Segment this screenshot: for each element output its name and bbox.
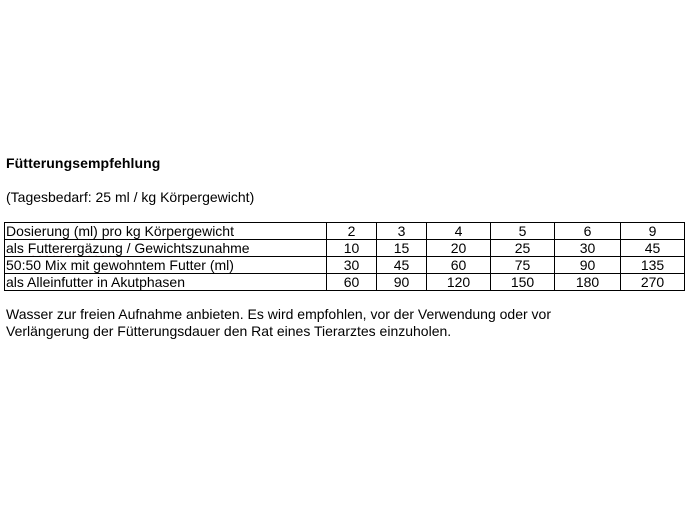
table-cell: 10: [327, 240, 377, 257]
row-label-cell: 50:50 Mix mit gewohntem Futter (ml): [5, 257, 327, 274]
table-cell: 15: [377, 240, 427, 257]
table-cell: 75: [491, 257, 555, 274]
header-value-cell: 2: [327, 223, 377, 240]
table-header-row: [5, 223, 685, 240]
table-cell: 60: [327, 274, 377, 291]
table-row: [5, 257, 685, 274]
note-line: Wasser zur freien Aufnahme anbieten. Es wird empfohlen, vor der Verwendung oder vor: [6, 306, 551, 322]
header-label-cell: Dosierung (ml) pro kg Körpergewicht: [5, 223, 327, 240]
table-cell: 180: [555, 274, 621, 291]
daily-requirement-text: (Tagesbedarf: 25 ml / kg Körpergewicht): [6, 189, 255, 205]
table-cell: 30: [327, 257, 377, 274]
table-row: [5, 274, 685, 291]
header-value-cell: 6: [555, 223, 621, 240]
section-heading: Fütterungsempfehlung: [6, 155, 161, 171]
water-note-paragraph: [6, 306, 666, 340]
table-cell: 25: [491, 240, 555, 257]
header-value-cell: 3: [377, 223, 427, 240]
table-cell: 270: [621, 274, 685, 291]
table-cell: 120: [427, 274, 491, 291]
table-cell: 150: [491, 274, 555, 291]
table-cell: 135: [621, 257, 685, 274]
header-value-cell: 9: [621, 223, 685, 240]
dosage-table: [4, 222, 685, 291]
table-cell: 90: [555, 257, 621, 274]
spellcheck-marked-word[interactable]: Futterergäzung: [27, 240, 123, 256]
table-cell: 60: [427, 257, 491, 274]
note-line: Verlängerung der Fütterungsdauer den Rat eines Tierarztes einzuholen.: [6, 323, 452, 339]
table-cell: 30: [555, 240, 621, 257]
table-cell: 90: [377, 274, 427, 291]
table-cell: 45: [377, 257, 427, 274]
table-cell: 20: [427, 240, 491, 257]
header-value-cell: 4: [427, 223, 491, 240]
row-label-cell: als Alleinfutter in Akutphasen: [5, 274, 327, 291]
row-label-prefix: als: [6, 240, 28, 256]
row-label-cell: [5, 240, 327, 257]
table-row: [5, 240, 685, 257]
row-label-suffix: / Gewichtszunahme: [122, 240, 250, 256]
header-value-cell: 5: [491, 223, 555, 240]
table-cell: 45: [621, 240, 685, 257]
